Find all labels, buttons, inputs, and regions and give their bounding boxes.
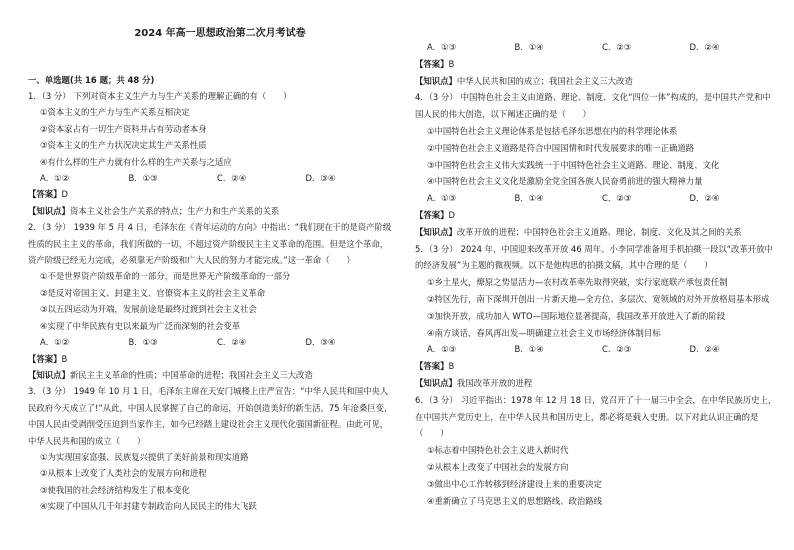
knowledge-value: 改革开放的进程；中国特色社会主义道路、理论、制度、文化及其之间的关系 (456, 226, 742, 237)
question-score: （3 分） (428, 394, 458, 405)
option-item: ④实现了中国从几千年封建专制政治向人民民主的伟大飞跃 (40, 501, 257, 512)
option-item: ③使我国的社会经济结构发生了根本变化 (40, 484, 190, 495)
option-item: ②特区先行，南下深圳开创出一片新天地—全方位、多层次、宽领域的对外开放格局基本形成 (427, 293, 770, 304)
choice-d: D．②④ (689, 193, 720, 204)
choice-d: D．②④ (689, 42, 720, 52)
question-number: 1． (28, 91, 42, 101)
question-text: 中国特色社会主义由道路、理论、制度、文化“四位一体”构成的，是中国共产党和中国人民的伟大创造，以下阐述正确的是（ ） (415, 92, 771, 120)
option-item: ③中国特色社会主义伟大实践统一于中国特色社会主义道路、理论、制度、文化 (427, 159, 720, 170)
answer-choices (415, 341, 777, 358)
knowledge-point-line (415, 375, 777, 392)
choice-b: B．①③ (128, 337, 158, 348)
knowledge-label: 【知识点】 (28, 369, 70, 380)
choice-a: A．①③ (427, 193, 457, 204)
question-text: 习近平指出：1978 年 12 月 18 日，党召开了十一届三中全会，在中华民族历史上，在中国共产党历史上，在中华人民共和国历史上，都必将是载入史册。以下对此认识正确的是（ ） (415, 394, 777, 439)
choice-a: A．①② (40, 173, 70, 184)
knowledge-point-line (415, 73, 777, 90)
knowledge-label: 【知识点】 (415, 75, 457, 86)
right-column (415, 39, 777, 509)
question-score: （3 分） (41, 222, 71, 233)
choice-d: D．③④ (305, 173, 336, 184)
option-item: ①乡土星火，燎原之势显活力—农村改革率先取得突破，实行家庭联产承包责任制 (427, 277, 728, 288)
option-item: ④有什么样的生产力就有什么样的生产关系与之适应 (40, 156, 232, 167)
option-item: ①中国特色社会主义理论体系是包括毛泽东思想在内的科学理论体系 (427, 125, 678, 136)
choice-c: C．②④ (217, 337, 247, 348)
answer-label: 【答案】 (415, 361, 449, 372)
question-stem (415, 241, 777, 275)
choice-b: B．①④ (514, 344, 544, 355)
option-item: ②从根本上改变了中国社会的发展方向 (427, 461, 569, 472)
choice-b: B．①④ (514, 42, 544, 52)
answer-value: D (61, 189, 68, 200)
question-score: （3 分） (428, 92, 458, 103)
answer-value: D (448, 209, 455, 220)
answer-choices (415, 190, 777, 207)
choice-d: D．③④ (305, 337, 336, 348)
answer-label: 【答案】 (28, 353, 62, 364)
answer-choices (28, 170, 394, 186)
option-item: ③资本主义的生产力状况决定其生产关系性质 (40, 140, 207, 151)
answer-line (415, 56, 777, 73)
answer-value: B (448, 361, 455, 372)
option-item: ①资本主义的生产力与生产关系互相决定 (40, 107, 190, 118)
question-score: （3 分） (41, 91, 71, 101)
answer-label: 【答案】 (28, 189, 62, 200)
knowledge-point-line (415, 224, 777, 241)
question-number: 3． (28, 386, 42, 397)
option-item: ③加快开放，成功加入 WTO—国际地位显著提高，我国改革开放进入了新的阶段 (427, 310, 726, 321)
option-item: ①为实现国家富强、民族复兴提供了美好前景和现实道路 (40, 451, 249, 462)
left-column (28, 88, 394, 515)
option-item: ①标志着中国特色社会主义进入新时代 (427, 445, 569, 456)
question-text: 1939 年 5 月 4 日，毛泽东在《青年运动的方向》中指出：“我们现在干的是资产阶级性质的民主主义的革命，我们所做的一切，不超过资产阶级民主主义革命的范围。但是这个革命，资产阶级已经无力完成，必须靠无产阶级和广大人民的努力才能完成。”这一革命（ ） (28, 222, 392, 266)
question-text: 下列对资本主义生产力与生产关系的理解正确的有（ ） (73, 91, 292, 101)
question-score: （3 分） (428, 243, 458, 254)
knowledge-value: 中华人民共和国的成立；我国社会主义三大改造 (456, 75, 633, 86)
choice-b: B．①③ (128, 173, 158, 184)
answer-value: B (448, 58, 455, 69)
option-item: ②资本家占有一切生产资料并占有劳动者本身 (40, 123, 207, 134)
choice-a: A．①③ (427, 344, 457, 355)
choice-a: A．①② (40, 337, 70, 348)
question-stem (28, 383, 394, 449)
option-item: ②是反对帝国主义、封建主义、官僚资本主义的社会主义革命 (40, 287, 266, 298)
answer-value: B (61, 353, 68, 364)
knowledge-label: 【知识点】 (415, 377, 457, 388)
answer-line (28, 186, 394, 202)
option-item: ④重新确立了马克思主义的思想路线、政治路线 (427, 495, 603, 506)
knowledge-label: 【知识点】 (415, 226, 457, 237)
choice-c: C．②④ (217, 173, 247, 184)
knowledge-label: 【知识点】 (28, 205, 70, 216)
option-item: ①不是世界资产阶级革命的一部分，而是世界无产阶级革命的一部分 (40, 271, 291, 282)
question-stem (28, 88, 394, 104)
option-item: ③做出中心工作转移到经济建设上来的重要决定 (427, 478, 603, 489)
answer-choices (415, 39, 777, 56)
exam-title: 2024 年高一思想政治第二次月考试卷 (134, 28, 306, 39)
question-number: 4． (415, 92, 429, 103)
option-item: ④南方谈话，春风再出发—明确建立社会主义市场经济体制目标 (427, 327, 661, 338)
question-number: 5． (415, 243, 429, 254)
answer-line (28, 351, 394, 367)
section-heading: 一、单选题(共 16 题；共 48 分) (28, 75, 155, 85)
question-text: 2024 年，中国迎来改革开放 46 周年。小李同学准备用手机拍摄一段以“改革开放中的经济发展”为主题的微视频。以下是他构思的拍摄文稿，其中合理的是（ ） (415, 243, 773, 271)
answer-label: 【答案】 (415, 58, 449, 69)
option-item: ③以五四运动为开端，发展前途是最终过渡到社会主义社会 (40, 304, 257, 315)
question-score: （3 分） (41, 386, 71, 397)
knowledge-point-line (28, 203, 394, 219)
question-number: 6． (415, 394, 429, 405)
question-text: 1949 年 10 月 1 日，毛泽东主席在天安门城楼上庄严宣告：“中华人民共和国中央人民政府今天成立了!”从此，中国人民掌握了自己的命运，开始创造美好的新生活。75 年沧桑巨变，中国人民由受剥削受压迫到当家作主，如今已经踏上建设社会主义现代化强国新征程。由此可见，中华人民共和国的成立（ ） (28, 386, 393, 446)
choice-d: D．②④ (689, 344, 720, 355)
option-item: ②中国特色社会主义道路是符合中国国情和时代发展要求的唯一正确道路 (427, 142, 695, 153)
knowledge-value: 新民主主义革命的性质；中国革命的进程；我国社会主义三大改造 (69, 369, 313, 380)
choice-b: B．①④ (514, 193, 544, 204)
answer-line (415, 207, 777, 224)
answer-label: 【答案】 (415, 209, 449, 220)
knowledge-point-line (28, 367, 394, 383)
question-stem (415, 392, 777, 442)
knowledge-value: 资本主义社会生产关系的特点；生产力和生产关系的关系 (69, 205, 280, 216)
choice-c: C．②③ (602, 193, 632, 204)
question-stem (28, 219, 394, 268)
choice-c: C．②③ (602, 42, 632, 52)
choice-c: C．②③ (602, 344, 632, 355)
option-item: ②从根本上改变了人类社会的发展方向和进程 (40, 468, 207, 479)
answer-choices (28, 334, 394, 350)
option-item: ④中国特色社会主义文化是激励全党全国各族人民奋勇前进的强大精神力量 (427, 176, 703, 187)
choice-a: A．①③ (427, 42, 457, 52)
answer-line (415, 358, 777, 375)
knowledge-value: 我国改革开放的进程 (456, 377, 533, 388)
question-number: 2． (28, 222, 42, 233)
question-stem (415, 89, 777, 123)
option-item: ④实现了中华民族有史以来最为广泛而深刻的社会变革 (40, 320, 241, 331)
